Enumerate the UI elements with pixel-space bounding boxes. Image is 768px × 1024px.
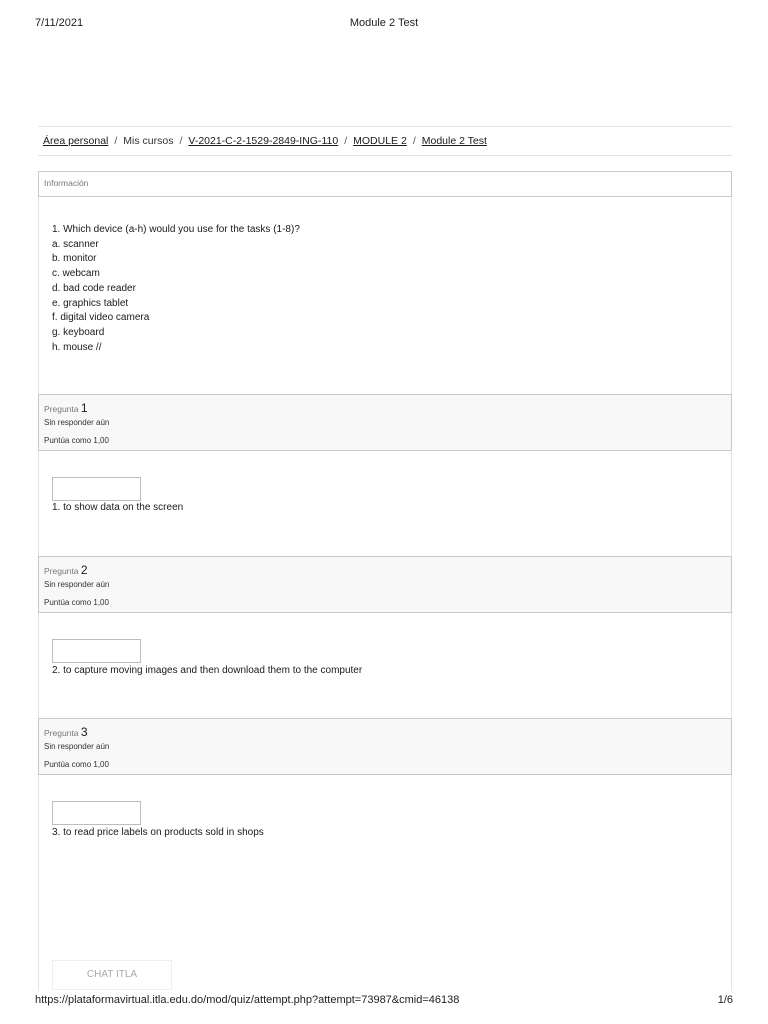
breadcrumb-item-quiz[interactable]: Module 2 Test [421,135,487,147]
info-line: f. digital video camera [52,312,150,324]
question-label: Pregunta 2 [44,563,88,577]
question-3-info [38,718,732,775]
question-3-text: 3. to read price labels on products sold in shops [52,827,264,838]
question-2-info [38,556,732,613]
info-body [52,223,300,355]
print-title: Module 2 Test [349,17,419,29]
breadcrumb-item-course[interactable]: V-2021-C-2-1529-2849-ING-110 [188,135,339,147]
info-line: g. keyboard [52,326,105,338]
question-state: Sin responder aún [44,742,110,751]
question-state: Sin responder aún [44,580,110,589]
question-3-answer-input[interactable] [52,801,141,825]
print-url: https://plataformavirtual.itla.edu.do/mod/quiz/attempt.php?attempt=73987&cmid=46138 [35,994,460,1006]
question-number: 3 [80,725,88,739]
question-grade: Puntúa como 1,00 [44,598,109,607]
question-state: Sin responder aún [44,418,110,427]
breadcrumb-separator: / [179,135,183,147]
breadcrumb-item-area-personal[interactable]: Área personal [43,135,109,147]
question-grade: Puntúa como 1,00 [44,760,109,769]
question-label: Pregunta 1 [44,401,88,415]
question-number: 2 [80,563,88,577]
info-line: e. graphics tablet [52,297,129,309]
breadcrumb-separator: / [412,135,416,147]
breadcrumb-separator: / [344,135,348,147]
breadcrumb [38,126,732,156]
question-number: 1 [80,401,88,415]
breadcrumb-separator: / [114,135,118,147]
question-2-text: 2. to capture moving images and then download them to the computer [52,665,363,676]
question-1-text: 1. to show data on the screen [52,502,184,513]
print-footer [0,994,768,1008]
question-2-answer-input[interactable] [52,639,141,663]
chat-itla-button[interactable]: CHAT ITLA [52,960,172,990]
question-grade: Puntúa como 1,00 [44,436,109,445]
breadcrumb-item-mis-cursos: Mis cursos [123,135,174,147]
info-line: h. mouse // [52,341,102,353]
info-line: 1. Which device (a-h) would you use for the tasks (1-8)? [52,224,300,235]
info-line: b. monitor [52,253,97,265]
question-1-answer-input[interactable] [52,477,141,501]
info-line: d. bad code reader [52,282,136,294]
info-line: c. webcam [52,268,100,280]
question-label: Pregunta 3 [44,725,88,739]
print-page-number: 1/6 [717,994,733,1006]
info-header [38,171,732,197]
question-1-info [38,394,732,451]
info-label: Información [44,178,89,188]
breadcrumb-item-module[interactable]: MODULE 2 [353,135,407,147]
print-header [0,17,768,31]
print-date: 7/11/2021 [35,17,84,29]
info-line: a. scanner [52,238,99,250]
